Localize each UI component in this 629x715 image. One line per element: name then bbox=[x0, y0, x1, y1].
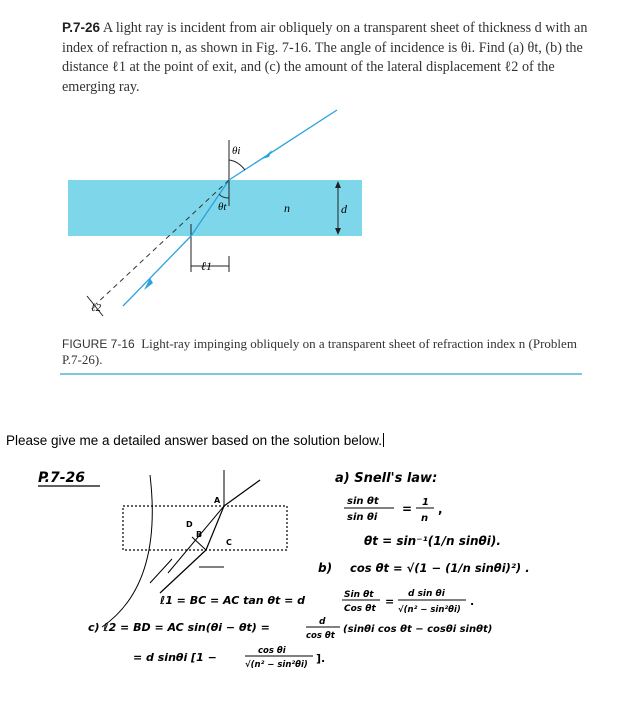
sketch-label-c: C bbox=[226, 538, 232, 547]
sketch-emerging-ray bbox=[160, 550, 206, 593]
l2-label: ℓ2 bbox=[91, 302, 102, 314]
part-a-rhs-num: 1 bbox=[422, 497, 429, 508]
text-cursor bbox=[383, 433, 384, 447]
part-a-result: θt = sin⁻¹(1/n sinθi). bbox=[364, 534, 501, 548]
l1-rhs-den: √(n² − sin²θi) bbox=[398, 605, 461, 615]
part-b-label: b) bbox=[318, 561, 333, 575]
user-prompt bbox=[6, 433, 384, 448]
part-c-lhs: c) ℓ2 = BD = AC sin(θi − θt) = bbox=[88, 621, 270, 634]
caption-divider bbox=[60, 373, 582, 375]
solution-title: P.7-26 bbox=[38, 470, 86, 486]
sketch-label-a: A bbox=[214, 496, 221, 505]
textbook-figure bbox=[0, 0, 629, 340]
prompt-text: Please give me a detailed answer based on the solution below. bbox=[6, 433, 382, 448]
theta-t-label: θt bbox=[218, 201, 227, 213]
l1-label: ℓ1 bbox=[201, 259, 212, 273]
sketch-label-b: B bbox=[196, 530, 203, 539]
sketch-label-d: D bbox=[186, 520, 193, 529]
sketch-l2-dim bbox=[150, 559, 172, 583]
figure-caption bbox=[62, 336, 582, 368]
part-a-ratio-den: sin θi bbox=[347, 512, 378, 523]
part-b-cos: cos θt = √(1 − (1/n sinθi)²) . bbox=[350, 561, 530, 575]
l1-rhs-num: d sin θi bbox=[408, 589, 445, 599]
caption-label: FIGURE 7-16 bbox=[62, 337, 135, 351]
part-c-frac-num: d bbox=[319, 617, 326, 627]
theta-i-arc bbox=[229, 160, 245, 170]
part-a-label: a) Snell's law: bbox=[335, 471, 438, 486]
part-a-rhs-comma: , bbox=[438, 502, 443, 516]
part-c2-frac-num: cos θi bbox=[258, 646, 286, 656]
part-c2-lhs: = d sinθi [1 − bbox=[133, 651, 217, 664]
sketch-incident-ray bbox=[224, 480, 260, 506]
part-a-ratio-eq: = bbox=[402, 502, 413, 516]
part-a-rhs-den: n bbox=[421, 513, 429, 524]
part-c2-end: ]. bbox=[316, 652, 326, 665]
caption-text: Light-ray impinging obliquely on a transparent sheet of refraction index n (Problem P.7-26). bbox=[62, 336, 577, 367]
emerging-ray bbox=[123, 236, 191, 306]
part-c2-frac-den: √(n² − sin²θi) bbox=[245, 660, 308, 670]
theta-i-label: θi bbox=[232, 145, 241, 157]
l1-eq: = bbox=[385, 595, 395, 608]
part-a-ratio-num: sin θt bbox=[347, 496, 379, 507]
part-c-frac-den: cos θt bbox=[306, 631, 335, 641]
l1-equation-lhs: ℓ1 = BC = AC tan θt = d bbox=[160, 594, 306, 607]
part-c-rhs: (sinθi cos θt − cosθi sinθt) bbox=[343, 624, 493, 635]
thickness-d-label: d bbox=[341, 202, 347, 216]
problem-text: A light ray is incident from air obliquely on a transparent sheet of thickness d with an index of refraction n, as shown in Fig. 7-16. The angle of incidence is θi. Find (a) θt, (b) the distance ℓ1 at the point of exit, and (c) the amount of the lateral displacement ℓ2 of the emerging ray. bbox=[62, 20, 588, 95]
l1-frac-den: Cos θt bbox=[344, 604, 376, 614]
l1-end: . bbox=[470, 595, 475, 608]
handwritten-solution bbox=[0, 455, 629, 715]
index-n-label: n bbox=[284, 201, 290, 215]
problem-number: P.7-26 bbox=[62, 20, 101, 35]
l1-frac-num: Sin θt bbox=[344, 590, 374, 600]
sketch-curve bbox=[102, 475, 152, 627]
sheet-slab bbox=[68, 180, 362, 236]
